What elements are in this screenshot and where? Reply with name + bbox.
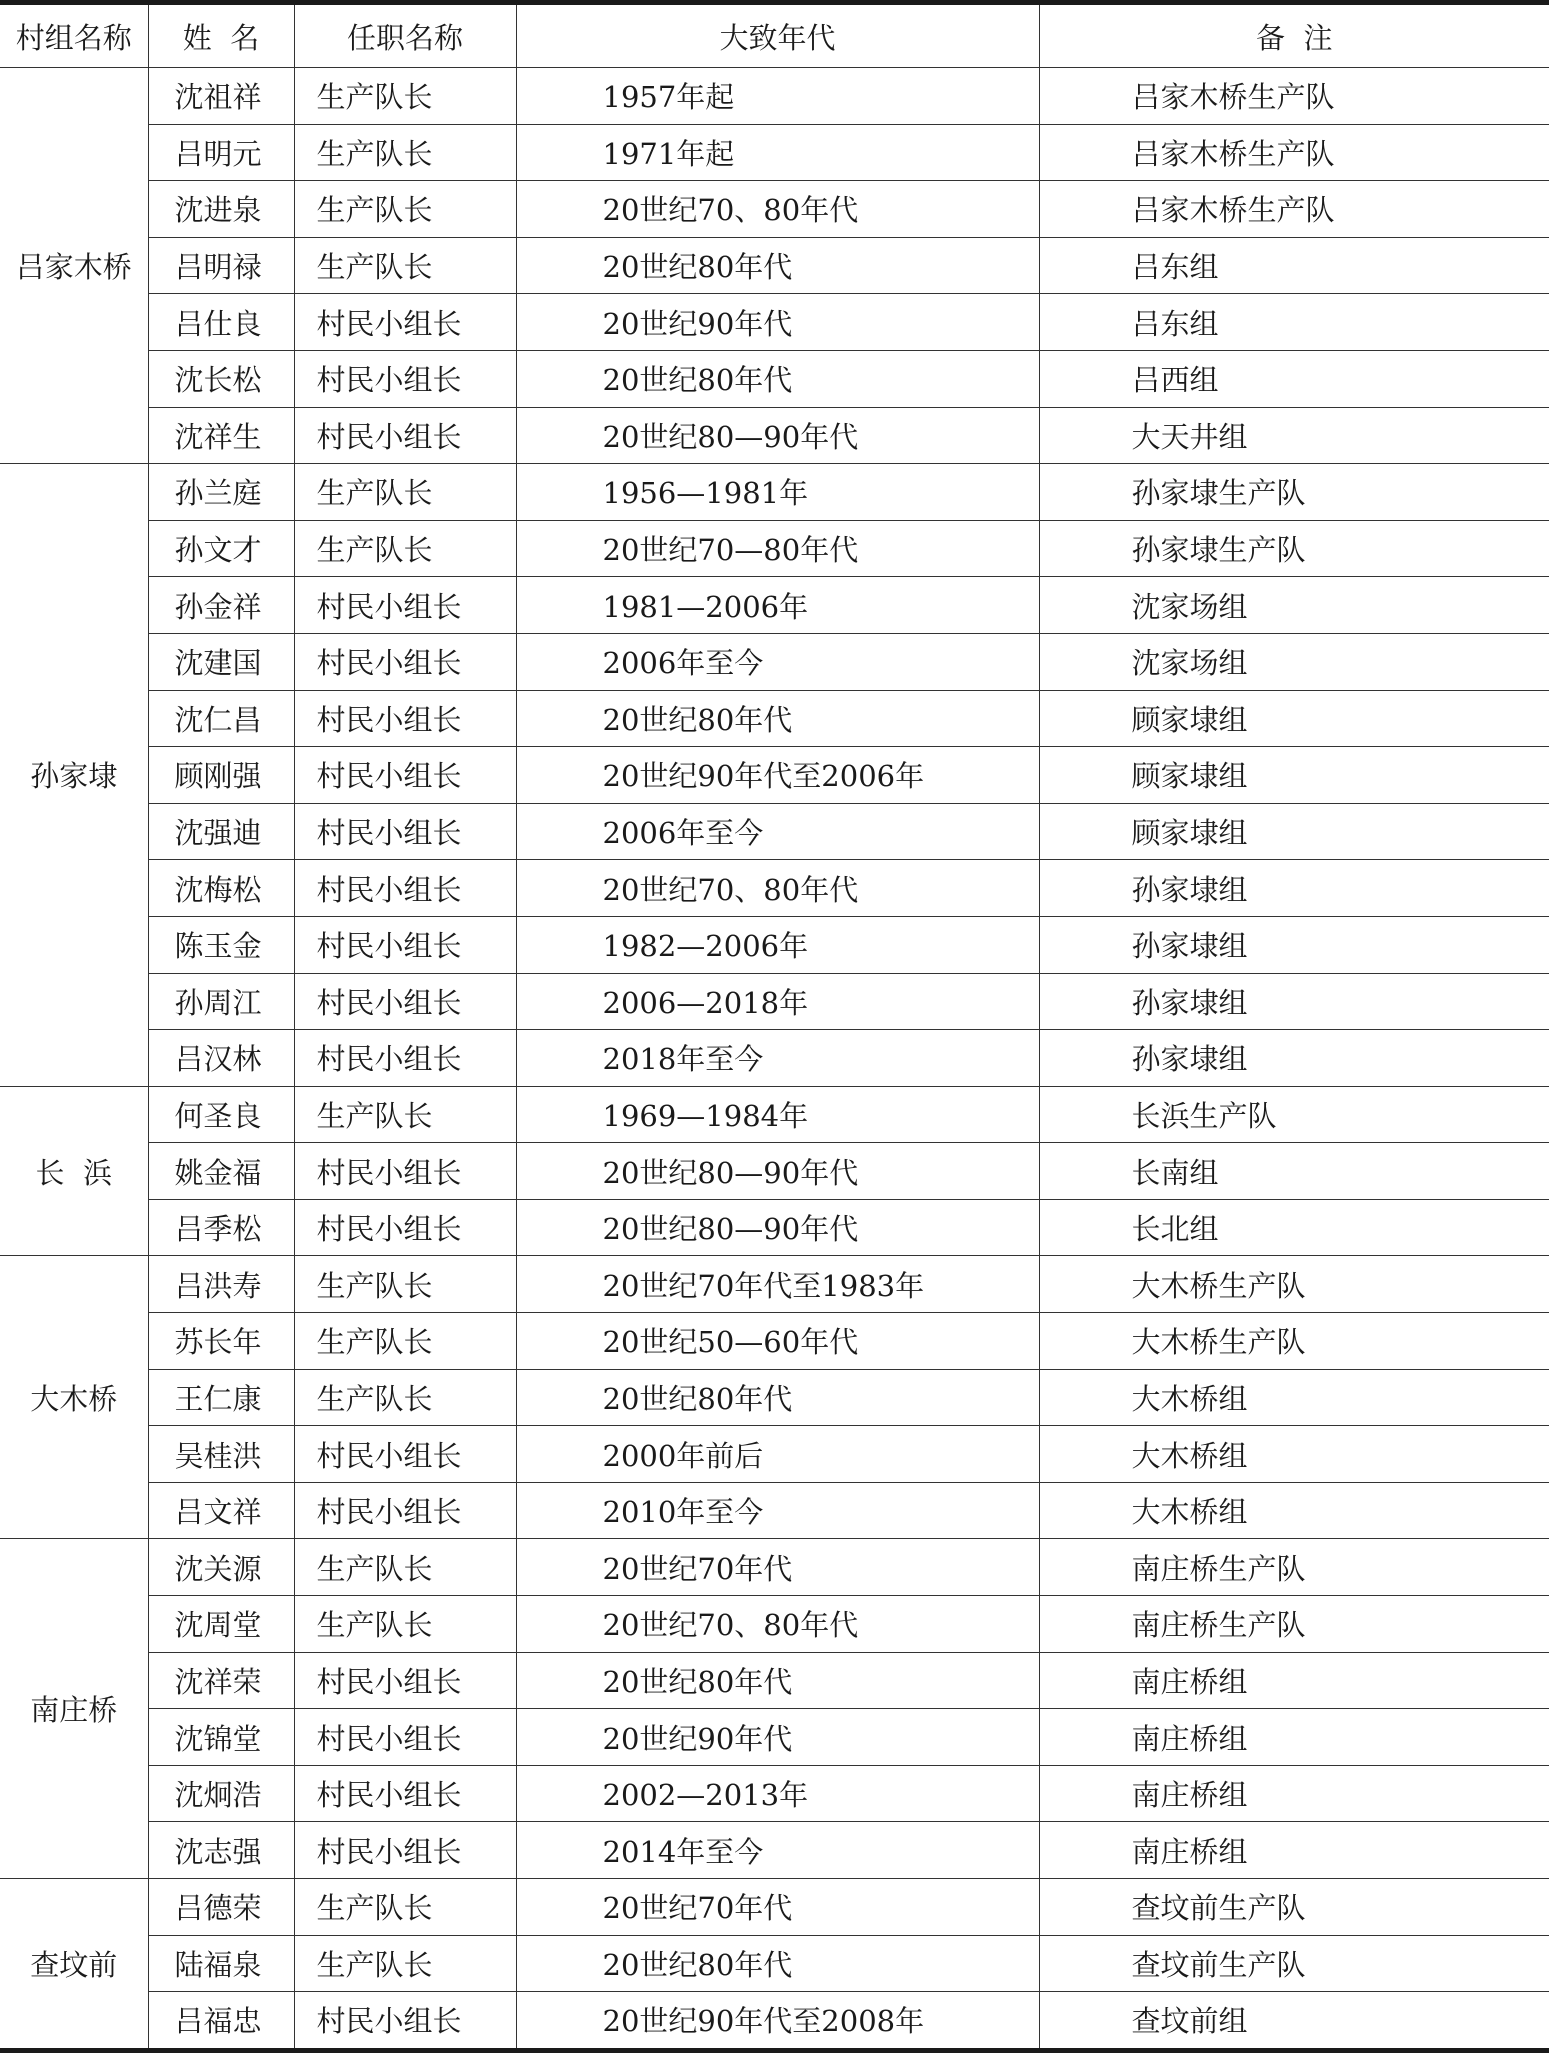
table-row bbox=[0, 294, 1549, 351]
name-cell: 沈关源 bbox=[148, 1539, 294, 1596]
name-cell: 何圣良 bbox=[148, 1086, 294, 1143]
period-cell: 2002—2013年 bbox=[516, 1765, 1039, 1822]
role-cell: 生产队长 bbox=[294, 520, 516, 577]
table-row bbox=[0, 1709, 1549, 1766]
note-cell: 查坟前生产队 bbox=[1039, 1935, 1549, 1992]
period-cell: 20世纪80年代 bbox=[516, 1935, 1039, 1992]
note-cell: 孙家埭组 bbox=[1039, 973, 1549, 1030]
role-cell: 生产队长 bbox=[294, 1935, 516, 1992]
table-row bbox=[0, 1822, 1549, 1879]
period-cell: 1957年起 bbox=[516, 68, 1039, 125]
note-cell: 南庄桥组 bbox=[1039, 1709, 1549, 1766]
note-cell: 南庄桥组 bbox=[1039, 1765, 1549, 1822]
table-row bbox=[0, 1030, 1549, 1087]
name-cell: 沈强迪 bbox=[148, 803, 294, 860]
note-cell: 吕家木桥生产队 bbox=[1039, 124, 1549, 181]
period-cell: 1981—2006年 bbox=[516, 577, 1039, 634]
note-cell: 南庄桥生产队 bbox=[1039, 1539, 1549, 1596]
note-cell: 孙家埭生产队 bbox=[1039, 464, 1549, 521]
role-cell: 村民小组长 bbox=[294, 407, 516, 464]
period-cell: 2010年至今 bbox=[516, 1482, 1039, 1539]
table-row bbox=[0, 1369, 1549, 1426]
period-cell: 2006年至今 bbox=[516, 633, 1039, 690]
table-row bbox=[0, 1596, 1549, 1653]
name-cell: 沈进泉 bbox=[148, 181, 294, 238]
table-row bbox=[0, 1935, 1549, 1992]
period-cell: 20世纪80年代 bbox=[516, 237, 1039, 294]
period-cell: 2014年至今 bbox=[516, 1822, 1039, 1879]
table-row bbox=[0, 68, 1549, 125]
role-cell: 生产队长 bbox=[294, 1369, 516, 1426]
note-cell: 大木桥组 bbox=[1039, 1369, 1549, 1426]
period-cell: 20世纪80年代 bbox=[516, 690, 1039, 747]
table-row bbox=[0, 1143, 1549, 1200]
note-cell: 大木桥组 bbox=[1039, 1482, 1549, 1539]
name-cell: 沈祖祥 bbox=[148, 68, 294, 125]
role-cell: 生产队长 bbox=[294, 1879, 516, 1936]
period-cell: 20世纪70、80年代 bbox=[516, 860, 1039, 917]
table-row bbox=[0, 464, 1549, 521]
role-cell: 村民小组长 bbox=[294, 916, 516, 973]
village-cell: 孙家埭 bbox=[0, 464, 148, 1087]
note-cell: 沈家场组 bbox=[1039, 577, 1549, 634]
table-row bbox=[0, 350, 1549, 407]
name-cell: 孙兰庭 bbox=[148, 464, 294, 521]
header-row bbox=[0, 3, 1549, 68]
name-cell: 孙金祥 bbox=[148, 577, 294, 634]
period-cell: 20世纪80—90年代 bbox=[516, 1143, 1039, 1200]
table-row bbox=[0, 1256, 1549, 1313]
name-cell: 沈建国 bbox=[148, 633, 294, 690]
name-cell: 沈祥荣 bbox=[148, 1652, 294, 1709]
name-cell: 吕季松 bbox=[148, 1199, 294, 1256]
role-cell: 村民小组长 bbox=[294, 1030, 516, 1087]
village-cell: 大木桥 bbox=[0, 1256, 148, 1539]
table-row bbox=[0, 181, 1549, 238]
period-cell: 20世纪90年代 bbox=[516, 1709, 1039, 1766]
table-row bbox=[0, 1086, 1549, 1143]
role-cell: 村民小组长 bbox=[294, 747, 516, 804]
role-cell: 村民小组长 bbox=[294, 294, 516, 351]
period-cell: 2000年前后 bbox=[516, 1426, 1039, 1483]
role-cell: 村民小组长 bbox=[294, 1822, 516, 1879]
period-cell: 20世纪80年代 bbox=[516, 1369, 1039, 1426]
name-cell: 沈长松 bbox=[148, 350, 294, 407]
header-period: 大致年代 bbox=[516, 3, 1039, 68]
period-cell: 20世纪80年代 bbox=[516, 350, 1039, 407]
village-cell: 长 浜 bbox=[0, 1086, 148, 1256]
period-cell: 20世纪70、80年代 bbox=[516, 1596, 1039, 1653]
name-cell: 吕洪寿 bbox=[148, 1256, 294, 1313]
table-header bbox=[0, 3, 1549, 68]
period-cell: 20世纪90年代 bbox=[516, 294, 1039, 351]
name-cell: 沈炯浩 bbox=[148, 1765, 294, 1822]
name-cell: 顾刚强 bbox=[148, 747, 294, 804]
note-cell: 南庄桥组 bbox=[1039, 1822, 1549, 1879]
name-cell: 吕明元 bbox=[148, 124, 294, 181]
role-cell: 生产队长 bbox=[294, 464, 516, 521]
village-cell: 吕家木桥 bbox=[0, 68, 148, 464]
note-cell: 长南组 bbox=[1039, 1143, 1549, 1200]
role-cell: 村民小组长 bbox=[294, 1426, 516, 1483]
note-cell: 吕西组 bbox=[1039, 350, 1549, 407]
name-cell: 吕福忠 bbox=[148, 1992, 294, 2051]
name-cell: 吕明禄 bbox=[148, 237, 294, 294]
table-row bbox=[0, 1482, 1549, 1539]
name-cell: 吕汉林 bbox=[148, 1030, 294, 1087]
role-cell: 村民小组长 bbox=[294, 1652, 516, 1709]
table-row bbox=[0, 237, 1549, 294]
note-cell: 南庄桥生产队 bbox=[1039, 1596, 1549, 1653]
note-cell: 顾家埭组 bbox=[1039, 747, 1549, 804]
period-cell: 1982—2006年 bbox=[516, 916, 1039, 973]
table-row bbox=[0, 1765, 1549, 1822]
note-cell: 查坟前生产队 bbox=[1039, 1879, 1549, 1936]
table-row bbox=[0, 1879, 1549, 1936]
role-cell: 生产队长 bbox=[294, 68, 516, 125]
period-cell: 1969—1984年 bbox=[516, 1086, 1039, 1143]
header-village: 村组名称 bbox=[0, 3, 148, 68]
note-cell: 孙家埭组 bbox=[1039, 916, 1549, 973]
table-row bbox=[0, 916, 1549, 973]
period-cell: 20世纪80—90年代 bbox=[516, 1199, 1039, 1256]
table-row bbox=[0, 803, 1549, 860]
period-cell: 20世纪70、80年代 bbox=[516, 181, 1039, 238]
name-cell: 沈祥生 bbox=[148, 407, 294, 464]
role-cell: 村民小组长 bbox=[294, 1143, 516, 1200]
role-cell: 村民小组长 bbox=[294, 633, 516, 690]
table-row bbox=[0, 633, 1549, 690]
role-cell: 村民小组长 bbox=[294, 690, 516, 747]
note-cell: 孙家埭组 bbox=[1039, 1030, 1549, 1087]
role-cell: 生产队长 bbox=[294, 1596, 516, 1653]
role-cell: 村民小组长 bbox=[294, 577, 516, 634]
role-cell: 村民小组长 bbox=[294, 1199, 516, 1256]
note-cell: 吕家木桥生产队 bbox=[1039, 181, 1549, 238]
table-row bbox=[0, 1313, 1549, 1370]
role-cell: 生产队长 bbox=[294, 1086, 516, 1143]
name-cell: 陈玉金 bbox=[148, 916, 294, 973]
name-cell: 沈仁昌 bbox=[148, 690, 294, 747]
note-cell: 大木桥生产队 bbox=[1039, 1256, 1549, 1313]
role-cell: 村民小组长 bbox=[294, 803, 516, 860]
role-cell: 村民小组长 bbox=[294, 1709, 516, 1766]
name-cell: 王仁康 bbox=[148, 1369, 294, 1426]
note-cell: 顾家埭组 bbox=[1039, 690, 1549, 747]
note-cell: 孙家埭生产队 bbox=[1039, 520, 1549, 577]
note-cell: 查坟前组 bbox=[1039, 1992, 1549, 2051]
note-cell: 大木桥生产队 bbox=[1039, 1313, 1549, 1370]
role-cell: 生产队长 bbox=[294, 181, 516, 238]
role-cell: 生产队长 bbox=[294, 1313, 516, 1370]
table-row bbox=[0, 1426, 1549, 1483]
period-cell: 20世纪80年代 bbox=[516, 1652, 1039, 1709]
name-cell: 沈周堂 bbox=[148, 1596, 294, 1653]
village-cell: 查坟前 bbox=[0, 1879, 148, 2051]
note-cell: 大天井组 bbox=[1039, 407, 1549, 464]
name-cell: 吴桂洪 bbox=[148, 1426, 294, 1483]
period-cell: 20世纪70年代 bbox=[516, 1879, 1039, 1936]
period-cell: 2018年至今 bbox=[516, 1030, 1039, 1087]
table-row bbox=[0, 1199, 1549, 1256]
role-cell: 生产队长 bbox=[294, 1539, 516, 1596]
role-cell: 村民小组长 bbox=[294, 1992, 516, 2051]
name-cell: 沈梅松 bbox=[148, 860, 294, 917]
period-cell: 20世纪70年代至1983年 bbox=[516, 1256, 1039, 1313]
role-cell: 村民小组长 bbox=[294, 1482, 516, 1539]
role-cell: 村民小组长 bbox=[294, 973, 516, 1030]
note-cell: 吕东组 bbox=[1039, 294, 1549, 351]
name-cell: 孙文才 bbox=[148, 520, 294, 577]
period-cell: 2006—2018年 bbox=[516, 973, 1039, 1030]
table-body bbox=[0, 68, 1549, 2051]
period-cell: 1956—1981年 bbox=[516, 464, 1039, 521]
table-row bbox=[0, 860, 1549, 917]
role-cell: 村民小组长 bbox=[294, 1765, 516, 1822]
role-cell: 生产队长 bbox=[294, 237, 516, 294]
note-cell: 吕家木桥生产队 bbox=[1039, 68, 1549, 125]
table-row bbox=[0, 124, 1549, 181]
period-cell: 1971年起 bbox=[516, 124, 1039, 181]
period-cell: 20世纪70年代 bbox=[516, 1539, 1039, 1596]
name-cell: 陆福泉 bbox=[148, 1935, 294, 1992]
table-row bbox=[0, 520, 1549, 577]
table-row bbox=[0, 690, 1549, 747]
header-name: 姓 名 bbox=[148, 3, 294, 68]
period-cell: 2006年至今 bbox=[516, 803, 1039, 860]
table-row bbox=[0, 747, 1549, 804]
role-cell: 村民小组长 bbox=[294, 860, 516, 917]
note-cell: 南庄桥组 bbox=[1039, 1652, 1549, 1709]
name-cell: 吕文祥 bbox=[148, 1482, 294, 1539]
role-cell: 生产队长 bbox=[294, 124, 516, 181]
note-cell: 长浜生产队 bbox=[1039, 1086, 1549, 1143]
header-note: 备 注 bbox=[1039, 3, 1549, 68]
name-cell: 沈志强 bbox=[148, 1822, 294, 1879]
role-cell: 生产队长 bbox=[294, 1256, 516, 1313]
village-cell: 南庄桥 bbox=[0, 1539, 148, 1879]
table-row bbox=[0, 1652, 1549, 1709]
period-cell: 20世纪90年代至2006年 bbox=[516, 747, 1039, 804]
name-cell: 沈锦堂 bbox=[148, 1709, 294, 1766]
period-cell: 20世纪90年代至2008年 bbox=[516, 1992, 1039, 2051]
table-row bbox=[0, 407, 1549, 464]
name-cell: 吕德荣 bbox=[148, 1879, 294, 1936]
role-cell: 村民小组长 bbox=[294, 350, 516, 407]
period-cell: 20世纪80—90年代 bbox=[516, 407, 1039, 464]
note-cell: 长北组 bbox=[1039, 1199, 1549, 1256]
name-cell: 吕仕良 bbox=[148, 294, 294, 351]
name-cell: 姚金福 bbox=[148, 1143, 294, 1200]
table-row bbox=[0, 577, 1549, 634]
table-row bbox=[0, 1992, 1549, 2051]
note-cell: 沈家场组 bbox=[1039, 633, 1549, 690]
table-row bbox=[0, 973, 1549, 1030]
period-cell: 20世纪70—80年代 bbox=[516, 520, 1039, 577]
table-row bbox=[0, 1539, 1549, 1596]
name-cell: 孙周江 bbox=[148, 973, 294, 1030]
period-cell: 20世纪50—60年代 bbox=[516, 1313, 1039, 1370]
note-cell: 吕东组 bbox=[1039, 237, 1549, 294]
note-cell: 孙家埭组 bbox=[1039, 860, 1549, 917]
note-cell: 顾家埭组 bbox=[1039, 803, 1549, 860]
note-cell: 大木桥组 bbox=[1039, 1426, 1549, 1483]
name-cell: 苏长年 bbox=[148, 1313, 294, 1370]
header-role: 任职名称 bbox=[294, 3, 516, 68]
